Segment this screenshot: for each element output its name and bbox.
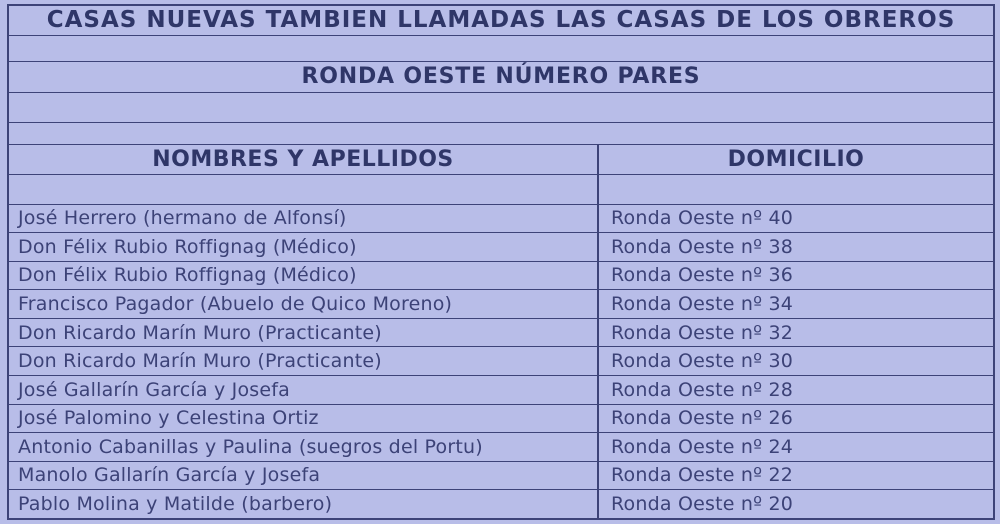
resident-name: José Herrero (hermano de Alfonsí) xyxy=(8,204,598,233)
table-row xyxy=(8,404,994,433)
resident-address: Ronda Oeste nº 30 xyxy=(598,347,994,376)
casas-nuevas-table xyxy=(7,4,995,520)
spacer-cell xyxy=(598,174,994,204)
resident-name: Francisco Pagador (Abuelo de Quico Moreno) xyxy=(8,290,598,319)
table-row xyxy=(8,375,994,404)
spacer-row xyxy=(8,174,994,204)
resident-name: Don Félix Rubio Roffignag (Médico) xyxy=(8,261,598,290)
table-row xyxy=(8,461,994,490)
resident-name: Antonio Cabanillas y Paulina (suegros del Portu) xyxy=(8,433,598,462)
resident-address: Ronda Oeste nº 24 xyxy=(598,433,994,462)
title-row xyxy=(8,5,994,35)
spacer-cell xyxy=(8,122,994,144)
table-row xyxy=(8,261,994,290)
resident-address: Ronda Oeste nº 38 xyxy=(598,233,994,262)
table-row xyxy=(8,490,994,519)
page-title: CASAS NUEVAS TAMBIEN LLAMADAS LAS CASAS DE LOS OBREROS xyxy=(8,5,994,35)
column-header-domicilio: DOMICILIO xyxy=(598,144,994,174)
spacer-cell xyxy=(8,174,598,204)
resident-address: Ronda Oeste nº 22 xyxy=(598,461,994,490)
resident-name: Don Ricardo Marín Muro (Practicante) xyxy=(8,318,598,347)
table-row xyxy=(8,318,994,347)
spacer-row xyxy=(8,122,994,144)
page xyxy=(0,4,1000,524)
resident-address: Ronda Oeste nº 26 xyxy=(598,404,994,433)
resident-address: Ronda Oeste nº 32 xyxy=(598,318,994,347)
table-row xyxy=(8,204,994,233)
column-header-nombres: NOMBRES Y APELLIDOS xyxy=(8,144,598,174)
subtitle-row xyxy=(8,61,994,92)
resident-name: Manolo Gallarín García y Josefa xyxy=(8,461,598,490)
resident-name: Don Ricardo Marín Muro (Practicante) xyxy=(8,347,598,376)
resident-address: Ronda Oeste nº 20 xyxy=(598,490,994,519)
table-row xyxy=(8,290,994,319)
resident-name: Don Félix Rubio Roffignag (Médico) xyxy=(8,233,598,262)
spacer-row xyxy=(8,92,994,122)
section-subtitle: RONDA OESTE NÚMERO PARES xyxy=(8,61,994,92)
resident-address: Ronda Oeste nº 40 xyxy=(598,204,994,233)
spacer-cell xyxy=(8,35,994,61)
table-row xyxy=(8,233,994,262)
resident-name: Pablo Molina y Matilde (barbero) xyxy=(8,490,598,519)
resident-address: Ronda Oeste nº 34 xyxy=(598,290,994,319)
table-row xyxy=(8,347,994,376)
column-header-row xyxy=(8,144,994,174)
resident-name: José Palomino y Celestina Ortiz xyxy=(8,404,598,433)
spacer-row xyxy=(8,35,994,61)
resident-name: José Gallarín García y Josefa xyxy=(8,375,598,404)
resident-address: Ronda Oeste nº 36 xyxy=(598,261,994,290)
resident-address: Ronda Oeste nº 28 xyxy=(598,375,994,404)
table-row xyxy=(8,433,994,462)
spacer-cell xyxy=(8,92,994,122)
